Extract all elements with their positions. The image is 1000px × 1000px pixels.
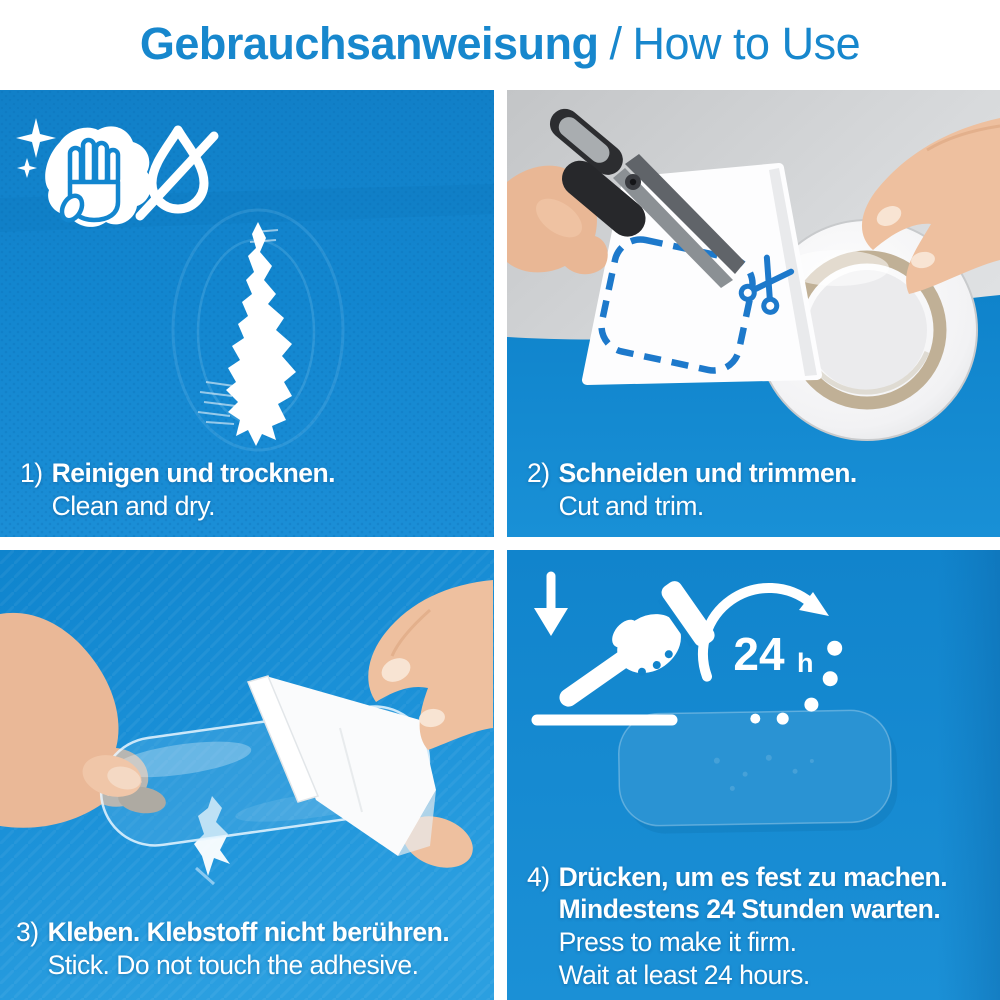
step-1-caption — [20, 457, 335, 523]
step-title-en: Cut and trim. — [558, 491, 704, 522]
title-divider: / — [609, 18, 622, 69]
step-title-de-1: Drücken, um es fest zu machen. — [558, 861, 948, 892]
step-number: 2) — [527, 458, 550, 489]
step-title-de-2: Mindestens 24 Stunden warten. — [558, 894, 941, 925]
page-title — [140, 18, 860, 70]
step-title-de: Reinigen und trocknen. — [51, 458, 336, 489]
step-4-caption — [527, 861, 947, 992]
step-3-panel — [0, 550, 494, 1000]
step-title-de: Kleben. Klebstoff nicht berühren. — [47, 917, 450, 948]
step-title-de: Schneiden und trimmen. — [558, 458, 857, 489]
wait-hours-unit: h — [797, 648, 814, 678]
step-number: 4) — [527, 861, 550, 892]
step-2-caption — [527, 457, 857, 523]
step-2-panel — [507, 90, 1000, 537]
step-3-caption — [16, 916, 449, 982]
patch-applied — [618, 710, 898, 835]
step-4-panel — [507, 550, 1000, 1000]
step-title-en-1: Press to make it firm. — [558, 927, 797, 958]
title-bar — [0, 0, 1000, 88]
title-german: Gebrauchsanweisung — [139, 18, 599, 69]
step-1-panel — [0, 90, 494, 537]
wait-hours-value: 24 — [733, 628, 785, 680]
step-title-en-2: Wait at least 24 hours. — [558, 960, 810, 991]
step-title-en: Stick. Do not touch the adhesive. — [47, 950, 419, 981]
title-english: How to Use — [632, 18, 861, 69]
step-title-en: Clean and dry. — [51, 491, 215, 522]
step-number: 3) — [16, 917, 39, 948]
step-number: 1) — [20, 458, 43, 489]
